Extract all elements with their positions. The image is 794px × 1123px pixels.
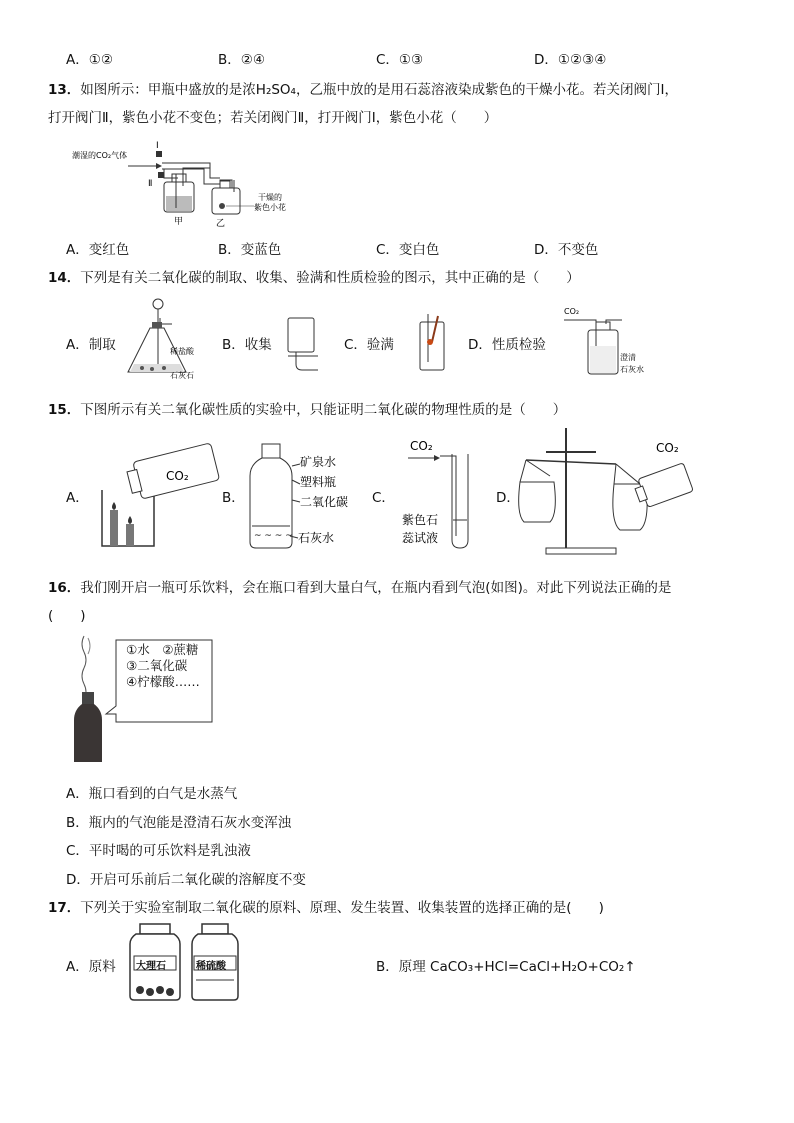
q17-jar2-label: 稀硫酸 bbox=[196, 961, 226, 972]
q16-bubble-text bbox=[126, 642, 200, 690]
q15-b-label3: 二氧化碳 bbox=[300, 495, 349, 509]
q16-option-d[interactable]: D．开启可乐前后二氧化碳的溶解度不变 bbox=[66, 872, 306, 888]
q16-number: 16． bbox=[48, 580, 81, 596]
q12-option-c[interactable]: C．①③ bbox=[376, 52, 424, 68]
q14-number: 14． bbox=[48, 270, 81, 286]
q14-stem bbox=[48, 266, 580, 286]
q17-jars-figure bbox=[130, 922, 246, 1002]
q14-option-c[interactable]: C．验满 bbox=[344, 337, 394, 353]
q17-stem bbox=[48, 896, 604, 916]
q14-figure-a bbox=[124, 298, 206, 382]
svg-text:~ ~ ~ ~: ~ ~ ~ ~ bbox=[254, 531, 293, 541]
q14-limewater-label1: 澄清 bbox=[620, 353, 636, 362]
q16-text1: 我们刚开启一瓶可乐饮料，会在瓶口看到大量白气，在瓶内看到气泡(如图)。对此下列说法正确的是 bbox=[80, 580, 672, 596]
q14-figure-b bbox=[282, 314, 322, 374]
q16-cola-figure bbox=[66, 634, 226, 766]
q13-apparatus-figure bbox=[70, 136, 320, 228]
q15-figure-b bbox=[244, 440, 364, 552]
q15-stem bbox=[48, 398, 566, 418]
q17-number: 17． bbox=[48, 900, 81, 916]
q17-jar1-label: 大理石 bbox=[136, 961, 166, 972]
q14-stone-label: 石灰石 bbox=[170, 371, 194, 380]
q16-bubble-line3: ④柠檬酸…… bbox=[126, 674, 200, 689]
q15-option-b[interactable]: B． bbox=[222, 490, 245, 506]
q13-option-b[interactable]: B．变蓝色 bbox=[218, 242, 282, 258]
q13-bottle-b-label: 乙 bbox=[216, 219, 226, 229]
q15-figure-d bbox=[516, 426, 696, 558]
q15-a-co2-label: CO₂ bbox=[166, 469, 189, 483]
q15-figure-c bbox=[400, 436, 490, 552]
q13-text1: 如图所示：甲瓶中盛放的是浓H₂SO₄，乙瓶中放的是用石蕊溶液染成紫色的干燥小花。若关闭阀门Ⅰ， bbox=[80, 82, 678, 98]
q12-option-a[interactable]: A．①② bbox=[66, 52, 113, 68]
q15-figure-a bbox=[96, 440, 220, 552]
q15-number: 15． bbox=[48, 402, 81, 418]
q16-option-b[interactable]: B．瓶内的气泡能是澄清石灰水变浑浊 bbox=[66, 815, 292, 831]
q15-text: 下图所示有关二氧化碳性质的实验中，只能证明二氧化碳的物理性质的是（ ） bbox=[80, 402, 567, 418]
q15-b-label2: 塑料瓶 bbox=[300, 475, 337, 489]
q13-valve2-label: Ⅱ bbox=[148, 179, 153, 189]
q13-stem-line1 bbox=[48, 78, 678, 98]
q14-text: 下列是有关二氧化碳的制取、收集、验满和性质检验的图示，其中正确的是（ ） bbox=[80, 270, 580, 286]
q14-option-b[interactable]: B．收集 bbox=[222, 337, 272, 353]
q15-c-co2-label: CO₂ bbox=[410, 439, 433, 453]
q12-option-b[interactable]: B．②④ bbox=[218, 52, 265, 68]
q15-option-c[interactable]: C． bbox=[372, 490, 395, 506]
q16-bubble-line2: ③二氧化碳 bbox=[126, 658, 188, 673]
q15-b-label4: 石灰水 bbox=[298, 531, 335, 545]
q14-option-a[interactable]: A．制取 bbox=[66, 337, 116, 353]
q14-figure-c bbox=[414, 312, 450, 374]
q16-option-c[interactable]: C．平时喝的可乐饮料是乳浊液 bbox=[66, 843, 251, 859]
q15-option-a[interactable]: A． bbox=[66, 490, 89, 506]
q12-option-d[interactable]: D．①②③④ bbox=[534, 52, 607, 68]
q16-bubble-line1: ①水 ②蔗糖 bbox=[126, 642, 199, 657]
q15-option-d[interactable]: D． bbox=[496, 490, 520, 506]
q15-b-label1: 矿泉水 bbox=[300, 455, 337, 469]
q13-flower-label1: 干燥的 bbox=[258, 193, 282, 202]
q14-co2-label: CO₂ bbox=[564, 307, 580, 316]
q17-option-a[interactable]: A．原料 bbox=[66, 959, 116, 975]
q16-option-a[interactable]: A．瓶口看到的白气是水蒸气 bbox=[66, 786, 238, 802]
q14-acid-label: 稀盐酸 bbox=[170, 347, 194, 356]
q17-text: 下列关于实验室制取二氧化碳的原料、原理、发生装置、收集装置的选择正确的是( ) bbox=[80, 900, 604, 916]
q14-limewater-label2: 石灰水 bbox=[620, 365, 644, 374]
q15-d-co2-label: CO₂ bbox=[656, 441, 679, 455]
q13-gas-label: 潮湿的CO₂气体 bbox=[72, 151, 128, 160]
q14-figure-d bbox=[562, 304, 662, 380]
q13-number: 13． bbox=[48, 82, 81, 98]
q13-stem-line2: 打开阀门Ⅱ，紫色小花不变色；若关闭阀门Ⅱ，打开阀门Ⅰ，紫色小花（ ） bbox=[48, 110, 498, 126]
q13-valve1-label: Ⅰ bbox=[156, 141, 159, 151]
q15-c-label2: 蕊试液 bbox=[402, 531, 439, 545]
q13-bottle-a-label: 甲 bbox=[174, 217, 184, 227]
q16-stem-line1 bbox=[48, 576, 671, 596]
q14-option-d[interactable]: D．性质检验 bbox=[468, 337, 546, 353]
q13-option-c[interactable]: C．变白色 bbox=[376, 242, 440, 258]
q16-stem-line2: ( ) bbox=[48, 608, 86, 624]
q13-option-a[interactable]: A．变红色 bbox=[66, 242, 130, 258]
q15-c-label1: 紫色石 bbox=[402, 513, 439, 527]
q17-option-b[interactable]: B．原理 CaCO₃+HCl=CaCl+H₂O+CO₂↑ bbox=[376, 959, 636, 975]
q13-option-d[interactable]: D．不变色 bbox=[534, 242, 599, 258]
q13-flower-label2: 紫色小花 bbox=[254, 203, 286, 212]
